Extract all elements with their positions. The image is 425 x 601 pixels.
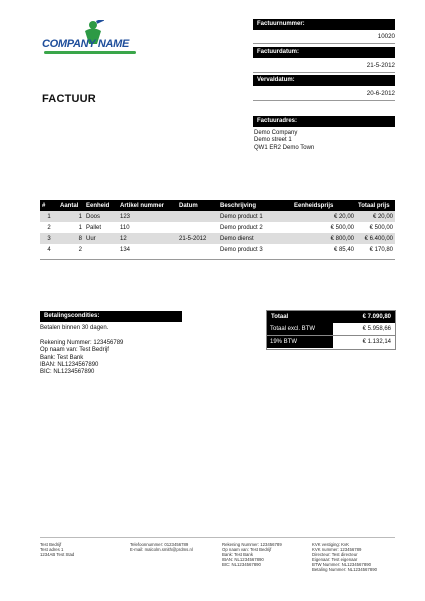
payment-line: Bank: Test Bank [40,354,84,361]
payment-conditions-label: Betalingscondities: [40,311,182,322]
table-cell: 21-5-2012 [177,233,218,244]
due-date-value: 20-6-2012 [366,90,395,97]
footer-line: Rekening Nummer: 123456789 [222,542,282,547]
footer-line: Bank: Test Bank [222,552,253,557]
excl-vat-value: € 5.958,66 [362,326,391,332]
vat-row [267,335,395,348]
payment-line: Rekening Nummer: 123456789 [40,340,124,346]
table-cell: 1 [58,211,84,222]
column-header: # [40,200,58,211]
footer-line: Test Bedrijf [40,542,62,547]
footer-line: Op naam van: Test Bedrijf [222,547,272,552]
column-header: Eenheidsprijs [292,200,356,211]
table-cell: € 85,40 [333,246,354,253]
table-cell: € 20,00 [356,211,395,222]
invoice-items-table [40,200,395,255]
table-row [40,244,395,255]
column-header: Artikel nummer [118,200,177,211]
table-cell: € 800,00 [292,233,356,244]
excl-vat-label: Totaal excl. BTW [267,323,333,335]
vat-label: 19% BTW [267,336,333,348]
invoice-number-label: Factuurnummer: [253,19,395,30]
footer-divider [40,537,395,538]
totals-box [266,310,396,350]
address-line: Demo Company [254,130,298,136]
payment-details [40,340,123,376]
table-cell: 12 [118,233,177,244]
table-cell: € 500,00 [369,224,393,231]
divider [253,72,395,73]
table-cell: € 170,80 [369,246,393,253]
footer-company [40,542,74,557]
table-header-row [40,200,395,211]
footer-line: KVK vestiging: KvK [312,542,350,547]
vat-value: € 1.132,14 [362,339,391,345]
excl-vat-row [267,323,395,335]
table-cell: 3 [40,233,58,244]
table-cell: 110 [120,224,130,231]
footer-line: 1234AB Test Stad [40,552,75,557]
table-cell: € 500,00 [330,224,354,231]
column-header: Totaal prijs [356,200,395,211]
invoice-date-label: Factuurdatum: [253,47,395,58]
table-cell: Demo product 3 [220,246,263,253]
payment-term: Betalen binnen 30 dagen. [40,325,109,331]
table-cell: Demo product 1 [218,211,292,222]
address-line: QW1 ER2 Demo Town [254,144,315,151]
logo-text: COMPANY NAME [42,38,130,50]
footer-line: Eigenaar: Test eigenaar [312,557,358,562]
table-cell: Demo product 2 [220,224,263,231]
footer-line: KVK nummer: 123456789 [312,547,362,552]
divider [253,43,395,44]
invoice-date-value: 21-5-2012 [366,62,395,69]
footer-line: Betaling Nummer: NL1234567890 [312,567,377,572]
table-row [40,222,395,233]
logo-swoosh [44,51,136,54]
column-header: Aantal [58,200,84,211]
payment-line: IBAN: NL1234567890 [40,361,99,368]
invoice-number-value: 10020 [377,33,395,40]
table-row [40,211,395,222]
payment-line: Op naam van: Test Bedrijf [40,347,109,354]
divider [40,259,395,260]
footer-line: IBAN: NL1234567890 [222,557,264,562]
table-cell: € 20,00 [292,211,356,222]
table-cell: 2 [47,224,51,231]
table-cell: € 6.400,00 [356,233,395,244]
total-label: Totaal [271,314,289,320]
table-cell [84,244,118,255]
footer-line: BTW Nummer: NL1234567890 [312,562,371,567]
table-cell: 134 [120,246,131,253]
address-block [254,130,314,152]
total-value: € 7.090,80 [362,314,391,320]
footer-contact [130,542,193,552]
table-cell: 1 [78,224,82,231]
table-cell: Doos [84,211,118,222]
table-cell: 123 [118,211,177,222]
address-line: Demo street 1 [254,137,292,144]
footer-line: Test adres 1 [40,547,64,552]
table-cell: Uur [84,233,118,244]
footer-registration [312,542,377,572]
due-date-label: Vervaldatum: [253,75,395,86]
table-cell: 2 [78,246,82,253]
payment-line: BIC: NL1234567890 [40,369,95,376]
column-header: Datum [177,200,218,211]
total-row [267,311,395,323]
footer-line: E-mail: malcolm.smith@prdms.nl [130,547,193,552]
table-cell: 4 [47,246,51,253]
footer-line: BIC: NL1234567890 [222,562,261,567]
divider [253,100,395,101]
table-cell: 1 [40,211,58,222]
table-cell [177,211,218,222]
page-title: FACTUUR [42,93,96,105]
company-logo [42,20,138,66]
column-header: Beschrijving [218,200,292,211]
table-cell: 8 [58,233,84,244]
address-label: Factuuradres: [253,116,395,127]
table-row [40,233,395,244]
table-cell: Pallet [86,224,102,231]
table-cell [177,244,218,255]
footer-line: Directeur: Test directeur [312,552,358,557]
footer-line: Telefoonnummer: 0123456789 [130,542,189,547]
column-header: Eenheid [84,200,118,211]
table-cell: Demo dienst [218,233,292,244]
footer-bank [222,542,282,567]
table-cell [177,222,218,233]
